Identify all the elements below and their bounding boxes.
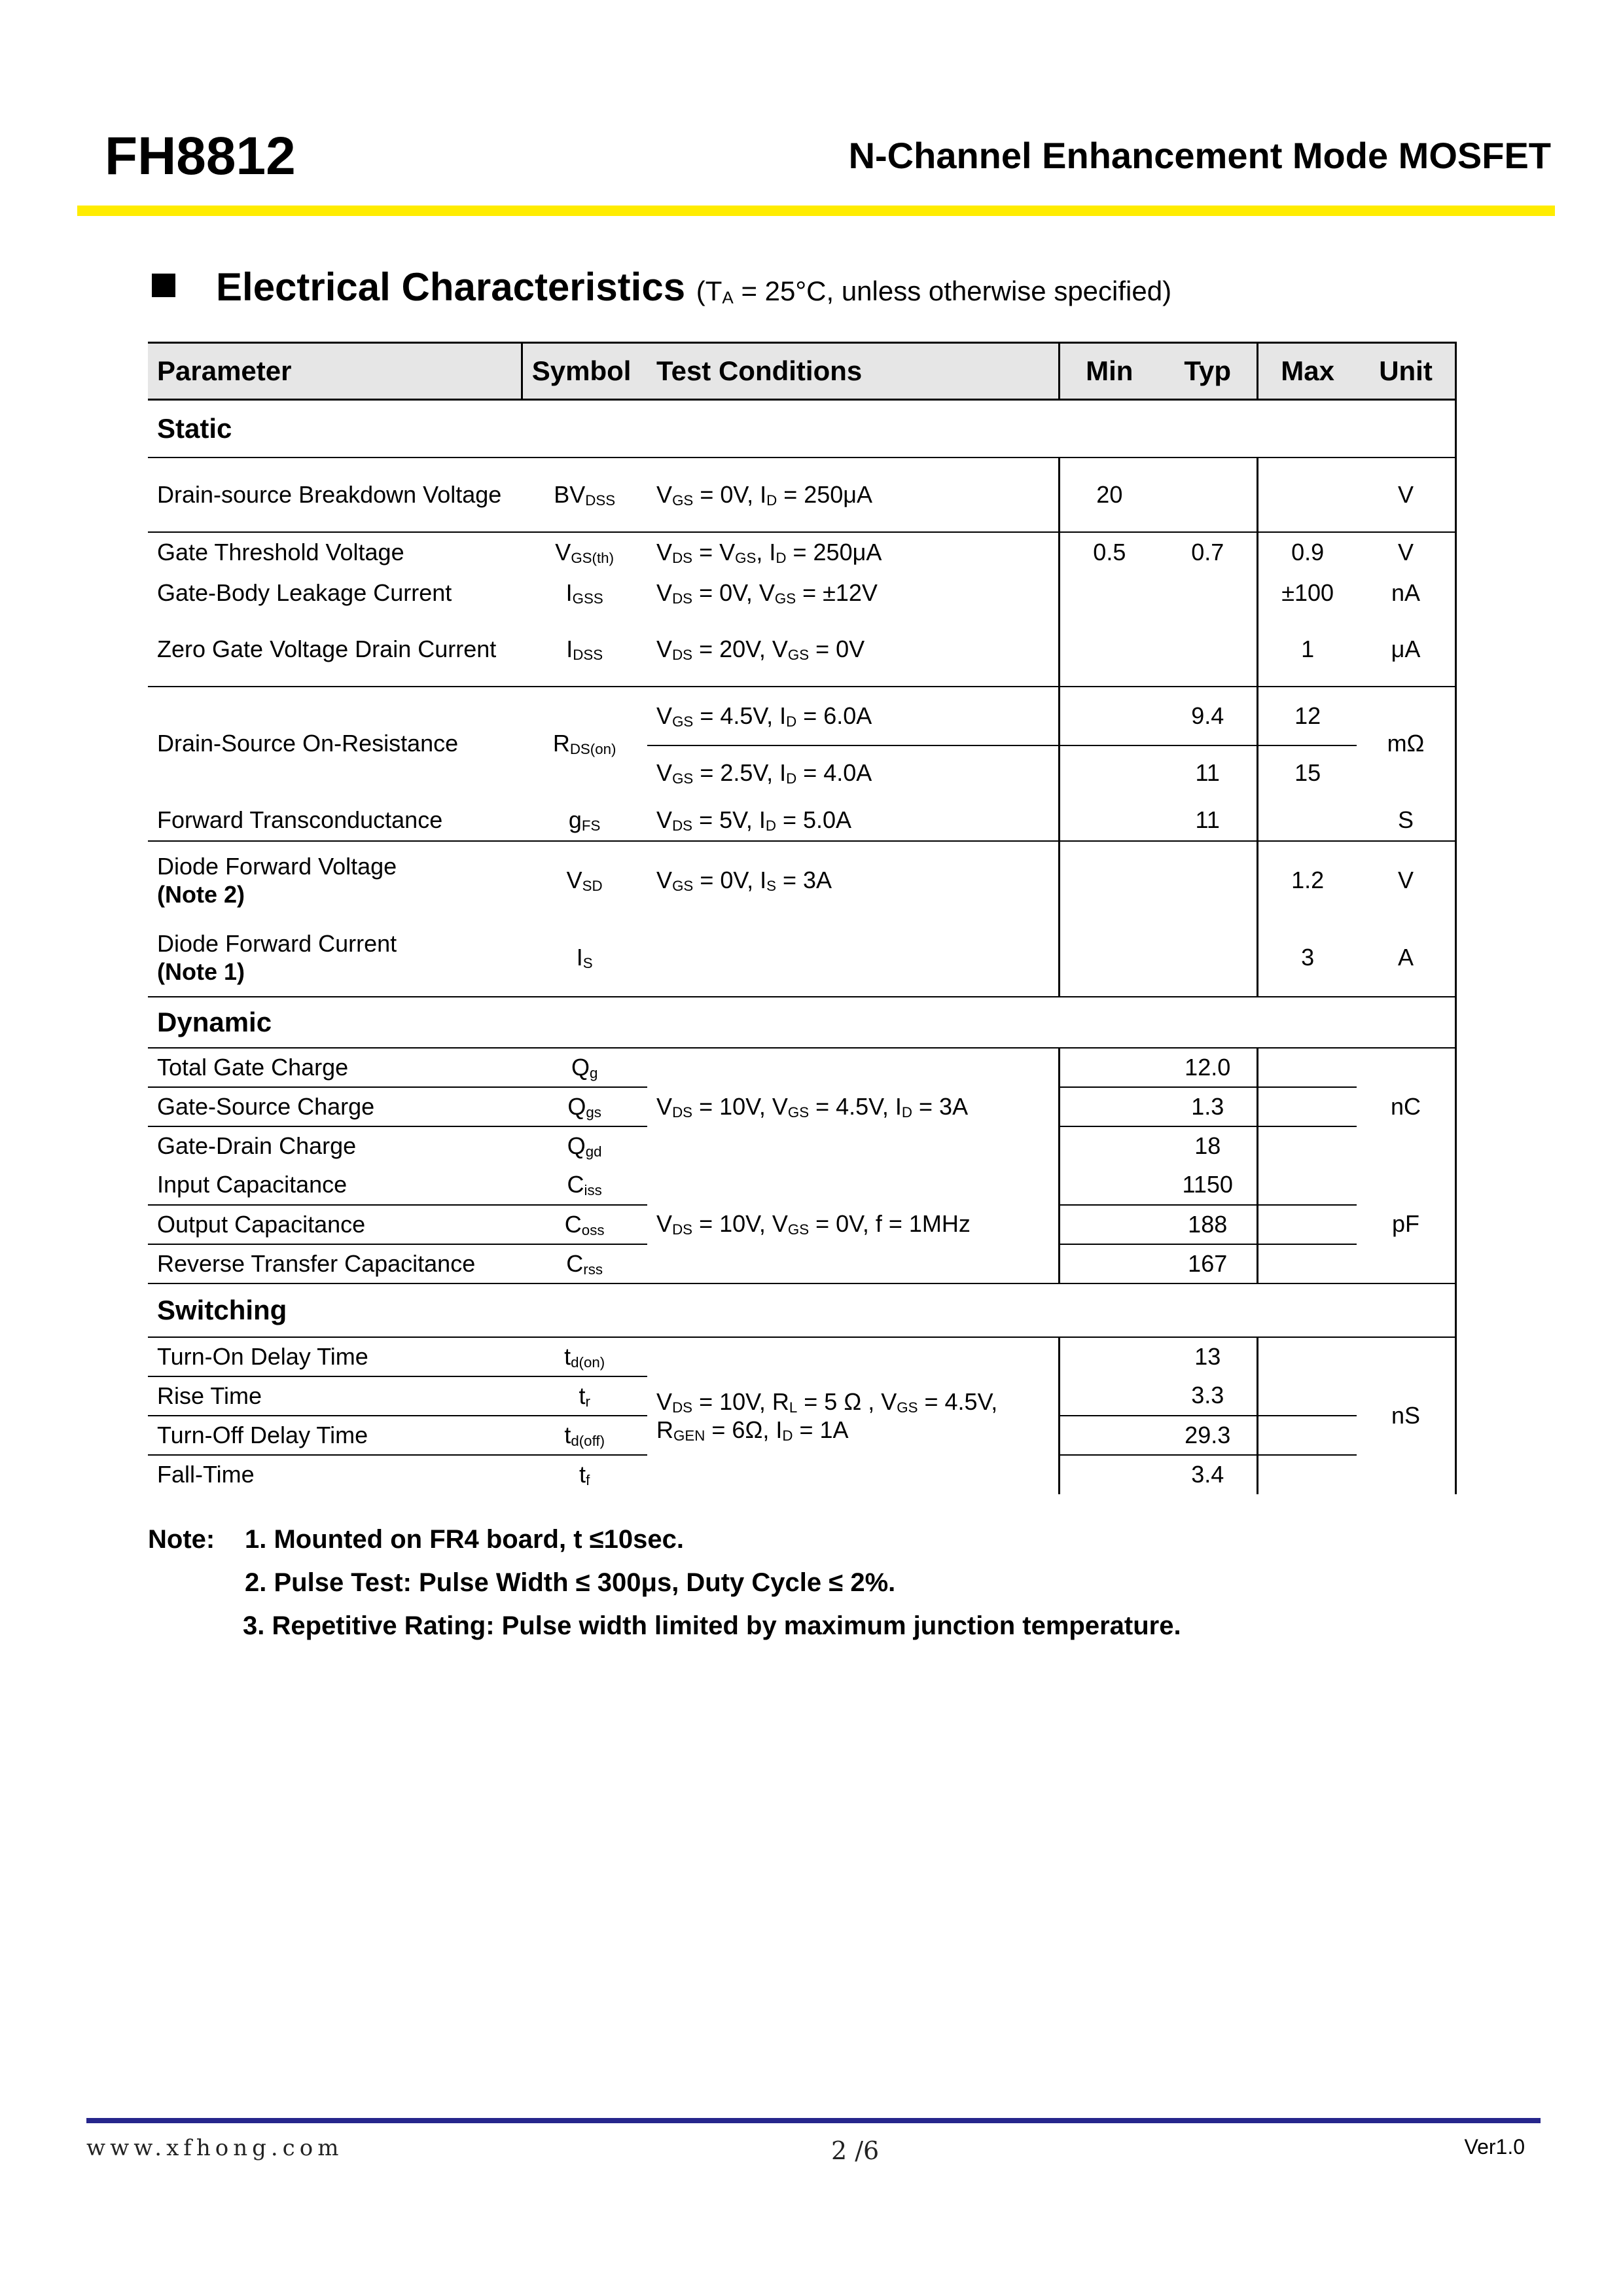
param-ciss: Input Capacitance	[148, 1166, 522, 1205]
cond-sub: DS	[672, 1104, 693, 1121]
typ-bvdss	[1158, 457, 1257, 532]
footer-website[interactable]: www.xfhong.com	[86, 2135, 344, 2161]
table-row	[148, 613, 1456, 687]
cond-sub: GS	[897, 1399, 918, 1416]
group-label-switching: Switching	[148, 1283, 1456, 1337]
typ-coss: 188	[1158, 1205, 1257, 1244]
max-crss	[1258, 1244, 1357, 1283]
param-idss: Zero Gate Voltage Drain Current	[148, 613, 522, 687]
symbol-qgs	[522, 1087, 647, 1126]
min-tdoff	[1060, 1416, 1158, 1455]
symbol-main: Q	[567, 1092, 586, 1120]
cond-rdson-1	[647, 687, 1060, 745]
symbol-tr	[522, 1376, 647, 1416]
unit-igss: nA	[1357, 573, 1455, 613]
symbol-sub: iss	[584, 1182, 602, 1199]
unit-rdson: mΩ	[1357, 687, 1455, 800]
max-tdoff	[1258, 1416, 1357, 1455]
header-max: Max	[1258, 343, 1357, 400]
group-row-switching	[148, 1283, 1456, 1337]
symbol-sub: gd	[585, 1143, 602, 1160]
table-header-row	[148, 343, 1456, 400]
param-qgd: Gate-Drain Charge	[157, 1132, 357, 1160]
symbol-sub: GS(th)	[571, 550, 615, 567]
symbol-main: C	[567, 1171, 584, 1198]
cond-text: V	[656, 539, 673, 566]
symbol-idss	[522, 613, 647, 687]
table-row	[148, 920, 1456, 997]
typ-qg: 12.0	[1158, 1048, 1257, 1087]
symbol-vsd	[522, 841, 647, 920]
typ-qgs: 1.3	[1158, 1087, 1257, 1126]
note-3: 3. Repetitive Rating: Pulse width limited by maximum junction temperature.	[243, 1611, 1181, 1640]
symbol-sub: DSS	[585, 492, 616, 509]
cond-sub: S	[766, 878, 776, 895]
cond-sub: D	[901, 1104, 913, 1121]
cond-sub: GEN	[673, 1427, 705, 1444]
param-qgs: Gate-Source Charge	[148, 1087, 522, 1126]
group-row-static	[148, 400, 1456, 458]
param-coss: Output Capacitance	[148, 1205, 522, 1244]
section-condition	[696, 276, 1171, 306]
symbol-main: t	[564, 1421, 571, 1448]
symbol-tf	[522, 1455, 647, 1494]
cond-sub: DS	[672, 817, 693, 834]
cond-text: = 10V, V	[692, 1093, 788, 1121]
cond-sub: D	[786, 770, 797, 787]
cond-text: = 250μA	[786, 539, 882, 566]
symbol-main: I	[565, 579, 573, 606]
symbol-coss	[522, 1205, 647, 1244]
cond-text: V	[656, 480, 673, 508]
cond-text: R	[656, 1416, 674, 1443]
cond-text: = 10V, R	[692, 1388, 789, 1416]
electrical-characteristics-table	[148, 342, 1457, 1494]
cond-text: = 5 Ω , V	[797, 1388, 897, 1416]
footer-divider	[86, 2118, 1541, 2123]
symbol-sub: r	[585, 1393, 590, 1410]
param-vsd	[148, 841, 522, 920]
symbol-sub: DS(on)	[569, 741, 616, 758]
square-bullet-icon	[152, 274, 175, 297]
section-title-text: Electrical Characteristics	[216, 265, 686, 309]
cond-text: = 4.5V, I	[809, 1093, 902, 1121]
group-label-static: Static	[148, 400, 1456, 458]
symbol-main: C	[564, 1210, 582, 1238]
cond-text: = 5V, I	[692, 806, 766, 834]
symbol-vgsth	[522, 532, 647, 573]
unit-gfs: S	[1357, 800, 1455, 841]
min-rdson-1	[1060, 687, 1158, 745]
param-text: Diode Forward Current	[157, 930, 397, 958]
min-bvdss: 20	[1060, 457, 1158, 532]
max-tr	[1258, 1376, 1357, 1416]
unit-charge: nC	[1357, 1048, 1455, 1166]
unit-is: A	[1357, 920, 1455, 997]
symbol-sub: DSS	[573, 647, 603, 664]
param-tf: Fall-Time	[157, 1461, 255, 1488]
notes-block	[148, 1525, 1181, 1655]
typ-vgsth: 0.7	[1191, 539, 1224, 566]
cond-sub: L	[789, 1399, 798, 1416]
cond-rdson-2	[647, 745, 1060, 800]
table-row	[148, 1337, 1456, 1376]
param-bvdss: Drain-source Breakdown Voltage	[148, 457, 522, 532]
min-coss	[1060, 1205, 1158, 1244]
cond-text: V	[656, 759, 673, 787]
symbol-main: V	[555, 539, 571, 566]
max-tf	[1258, 1455, 1357, 1494]
param-text: Diode Forward Voltage	[157, 853, 397, 880]
cond-sub: DS	[672, 550, 693, 567]
symbol-qg	[522, 1048, 647, 1087]
cond-text: = 3A	[912, 1093, 969, 1121]
cond-sub: GS	[672, 878, 694, 895]
cond-text: = 6.0A	[796, 702, 872, 729]
symbol-main: R	[552, 730, 570, 757]
table-row	[148, 1166, 1456, 1205]
cond-switching	[647, 1337, 1060, 1494]
cond-text: = 10V, V	[692, 1210, 788, 1238]
symbol-crss	[522, 1244, 647, 1283]
typ-tf: 3.4	[1191, 1461, 1224, 1488]
unit-vsd: V	[1357, 841, 1455, 920]
typ-igss	[1158, 573, 1257, 613]
cond-text: V	[656, 1388, 673, 1416]
max-vgsth: 0.9	[1258, 532, 1357, 573]
symbol-rdson	[522, 687, 647, 800]
max-vsd: 1.2	[1258, 841, 1357, 920]
min-igss	[1060, 573, 1158, 613]
cond-text: = 4.0A	[796, 759, 872, 787]
cond-text: = 250μA	[777, 480, 873, 508]
table-row	[148, 687, 1456, 745]
symbol-sub: FS	[581, 817, 601, 834]
max-qgd	[1258, 1126, 1357, 1166]
symbol-main: I	[576, 944, 583, 971]
note-row	[148, 1568, 1181, 1611]
condition-sub: A	[722, 287, 734, 308]
symbol-main: BV	[554, 480, 586, 508]
cond-gfs	[647, 800, 1060, 841]
symbol-qgd	[522, 1126, 647, 1166]
unit-capacitance: pF	[1357, 1166, 1455, 1283]
min-vgsth: 0.5	[1060, 532, 1158, 573]
param-qg: Total Gate Charge	[148, 1048, 522, 1087]
table-row	[148, 532, 1456, 573]
cond-text: , I	[756, 539, 776, 566]
cond-sub: GS	[787, 1221, 810, 1238]
cond-text: = 0V, I	[693, 867, 767, 894]
min-qgd	[1060, 1126, 1158, 1166]
symbol-main: Q	[571, 1053, 590, 1081]
cond-sub: D	[786, 713, 797, 730]
symbol-sub: d(off)	[571, 1432, 605, 1449]
symbol-is	[522, 920, 647, 997]
cond-is	[647, 920, 1060, 997]
cond-text: = 6Ω, I	[705, 1416, 783, 1443]
cond-text: = 0V, I	[693, 480, 767, 508]
condition-pre: (T	[696, 276, 722, 306]
note-ref: (Note 1)	[157, 958, 245, 985]
cond-sub: D	[765, 817, 776, 834]
symbol-main: t	[579, 1382, 586, 1409]
min-tdon	[1060, 1337, 1158, 1376]
typ-idss	[1158, 613, 1257, 687]
cond-text: = 1A	[793, 1416, 849, 1443]
typ-vsd	[1158, 841, 1257, 920]
min-is	[1060, 920, 1158, 997]
device-title: N-Channel Enhancement Mode MOSFET	[848, 135, 1551, 176]
cond-text: = 4.5V,	[918, 1388, 998, 1416]
group-row-dynamic	[148, 997, 1456, 1048]
cond-sub: GS	[672, 770, 694, 787]
max-qg	[1258, 1048, 1357, 1087]
min-tr	[1060, 1376, 1158, 1416]
cond-text: V	[656, 867, 673, 894]
table-row	[148, 1048, 1456, 1087]
condition-post: = 25°C, unless otherwise specified)	[733, 276, 1172, 306]
typ-tdoff: 29.3	[1158, 1416, 1257, 1455]
max-ciss	[1258, 1166, 1357, 1205]
param-rdson: Drain-Source On-Resistance	[157, 730, 459, 757]
max-tdon	[1258, 1337, 1357, 1376]
header-test-conditions: Test Conditions	[647, 343, 1060, 400]
cond-charge	[647, 1048, 1060, 1166]
param-crss: Reverse Transfer Capacitance	[157, 1249, 476, 1277]
cond-sub: DS	[672, 1399, 693, 1416]
header-parameter: Parameter	[148, 343, 522, 400]
typ-ciss: 1150	[1158, 1166, 1257, 1205]
cond-sub: D	[776, 550, 787, 567]
cond-text: V	[656, 1210, 673, 1238]
table-row	[148, 573, 1456, 613]
symbol-sub: oss	[581, 1221, 605, 1238]
max-rdson-1: 12	[1258, 687, 1357, 745]
cond-text: V	[656, 1093, 673, 1121]
min-crss	[1060, 1244, 1158, 1283]
cond-text: V	[656, 579, 673, 606]
part-number: FH8812	[105, 126, 296, 186]
symbol-bvdss	[522, 457, 647, 532]
symbol-main: I	[566, 636, 573, 663]
cond-text: = 4.5V, I	[693, 702, 787, 729]
symbol-main: t	[564, 1342, 571, 1370]
table-row	[148, 457, 1456, 532]
cond-idss	[647, 613, 1060, 687]
param-gfs: Forward Transconductance	[148, 800, 522, 841]
cond-sub: D	[782, 1427, 793, 1444]
cond-capacitance	[647, 1166, 1060, 1283]
max-bvdss	[1258, 457, 1357, 532]
min-qg	[1060, 1048, 1158, 1087]
cond-sub: GS	[787, 1104, 810, 1121]
table-row	[148, 841, 1456, 920]
cond-text: = 2.5V, I	[693, 759, 787, 787]
symbol-gfs	[522, 800, 647, 841]
header-typ: Typ	[1158, 343, 1257, 400]
typ-qgd: 18	[1194, 1132, 1221, 1160]
symbol-sub: d(on)	[571, 1354, 605, 1371]
cond-sub: GS	[787, 647, 810, 664]
symbol-sub: f	[586, 1472, 590, 1489]
cond-text: = ±12V	[796, 579, 878, 606]
cond-text: = 0V	[809, 636, 865, 663]
param-is	[148, 920, 522, 997]
typ-crss: 167	[1188, 1249, 1228, 1277]
min-qgs	[1060, 1087, 1158, 1126]
symbol-main: C	[566, 1249, 584, 1277]
header-divider	[77, 206, 1555, 216]
cond-sub: GS	[672, 492, 694, 509]
symbol-sub: S	[582, 955, 593, 972]
symbol-sub: SD	[582, 878, 603, 895]
param-tdoff: Turn-Off Delay Time	[148, 1416, 522, 1455]
min-rdson-2	[1060, 745, 1158, 800]
symbol-main: Q	[567, 1132, 586, 1160]
section-title	[216, 264, 1171, 310]
note-2: 2. Pulse Test: Pulse Width ≤ 300μs, Duty Cycle ≤ 2%.	[245, 1568, 896, 1597]
symbol-igss	[522, 573, 647, 613]
unit-vgsth: V	[1357, 532, 1455, 573]
symbol-main: g	[568, 806, 582, 834]
cond-igss	[647, 573, 1060, 613]
symbol-sub: rss	[583, 1261, 603, 1278]
cond-text: = V	[692, 539, 736, 566]
cond-sub: GS	[735, 550, 757, 567]
typ-is	[1158, 920, 1257, 997]
symbol-sub: gs	[586, 1103, 601, 1121]
symbol-tdon	[522, 1337, 647, 1376]
cond-text: V	[656, 636, 673, 663]
cond-text: = 0V, V	[692, 579, 775, 606]
unit-idss: μA	[1357, 613, 1455, 687]
cond-sub: GS	[774, 590, 796, 607]
max-rdson-2: 15	[1258, 745, 1357, 800]
cond-vgsth	[647, 532, 1060, 573]
typ-gfs: 11	[1158, 800, 1257, 841]
cond-sub: DS	[672, 590, 693, 607]
group-label-dynamic: Dynamic	[148, 997, 1456, 1048]
max-idss: 1	[1258, 613, 1357, 687]
max-coss	[1258, 1205, 1357, 1244]
cond-vsd	[647, 841, 1060, 920]
note-row	[148, 1611, 1181, 1655]
symbol-sub: GSS	[572, 590, 603, 607]
typ-tdon: 13	[1194, 1343, 1221, 1371]
version-label: Ver1.0	[1464, 2135, 1525, 2159]
typ-tr: 3.3	[1158, 1376, 1257, 1416]
min-idss	[1060, 613, 1158, 687]
cond-text: V	[656, 806, 673, 834]
symbol-main: t	[579, 1461, 586, 1488]
min-tf	[1060, 1455, 1158, 1494]
cond-sub: GS	[672, 713, 694, 730]
cond-text: = 20V, V	[692, 636, 788, 663]
cond-text: V	[656, 702, 673, 729]
cond-text: = 0V, f = 1MHz	[809, 1210, 971, 1238]
note-row	[148, 1525, 1181, 1568]
typ-rdson-1: 9.4	[1158, 687, 1257, 745]
param-vgsth: Gate Threshold Voltage	[157, 539, 404, 566]
cond-text: = 3A	[776, 867, 832, 894]
cond-text: = 5.0A	[776, 806, 852, 834]
min-vsd	[1060, 841, 1158, 920]
cond-sub: DS	[672, 647, 693, 664]
param-tdon: Turn-On Delay Time	[157, 1342, 368, 1370]
unit-bvdss: V	[1357, 457, 1455, 532]
header-unit: Unit	[1357, 343, 1455, 400]
param-igss: Gate-Body Leakage Current	[157, 579, 452, 606]
header-min: Min	[1060, 343, 1158, 400]
symbol-ciss	[522, 1166, 647, 1205]
param-tr: Rise Time	[148, 1376, 522, 1416]
note-ref: (Note 2)	[157, 880, 245, 908]
table-row	[148, 800, 1456, 841]
min-ciss	[1060, 1166, 1158, 1205]
symbol-sub: g	[589, 1064, 598, 1081]
unit-switching: nS	[1357, 1337, 1455, 1494]
max-is: 3	[1258, 920, 1357, 997]
page-number: 2 /6	[831, 2136, 880, 2165]
note-1: 1. Mounted on FR4 board, t ≤10sec.	[245, 1525, 684, 1554]
cond-sub: D	[766, 492, 777, 509]
min-gfs	[1060, 800, 1158, 841]
symbol-main: V	[566, 867, 582, 894]
cond-bvdss	[647, 457, 1060, 532]
cond-sub: DS	[672, 1221, 693, 1238]
notes-label: Note:	[148, 1525, 215, 1554]
max-igss: ±100	[1258, 573, 1357, 613]
max-qgs	[1258, 1087, 1357, 1126]
header-symbol: Symbol	[522, 343, 647, 400]
symbol-tdoff	[522, 1416, 647, 1455]
typ-rdson-2: 11	[1195, 759, 1220, 787]
max-gfs	[1258, 800, 1357, 841]
